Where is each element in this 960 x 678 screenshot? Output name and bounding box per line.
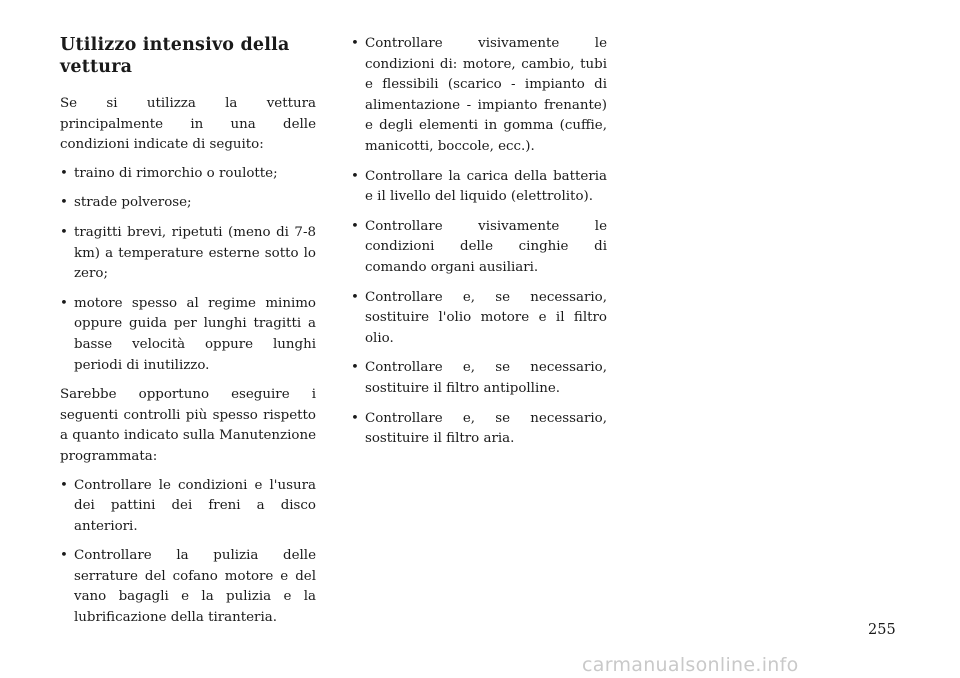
list-item-text: strade polverose;: [74, 195, 192, 211]
bullet-icon: •: [60, 295, 68, 311]
bullet-icon: •: [60, 548, 68, 564]
bullet-icon: •: [351, 289, 359, 305]
bullet-icon: •: [60, 224, 68, 240]
list-item-text: Controllare la pulizia delle serrature del cofano motore e del vano bagagli e la pulizia e la lubrificazione della tiranteria.: [74, 548, 316, 626]
list-item-text: Controllare visivamente le condizioni di: motore, cambio, tubi e flessibili (scarico - impianto di alimentazione - impianto frenante) e degli elementi in gomma (cuffie, manicotti, boccole, ecc.).: [365, 36, 607, 154]
list-item-text: Controllare e, se necessario, sostituire l'olio motore e il filtro olio.: [365, 289, 607, 346]
list-item: [351, 34, 607, 158]
list-item: [60, 164, 316, 185]
bullet-icon: •: [60, 165, 68, 181]
checks-list-left: [60, 476, 316, 629]
list-item-text: tragitti brevi, ripetuti (meno di 7-8 km) a temperature esterne sotto lo zero;: [74, 224, 316, 282]
list-item: [60, 223, 316, 285]
list-item: [60, 193, 316, 214]
list-item: [60, 294, 316, 376]
watermark: carmanualsonline.info: [582, 654, 799, 676]
checks-intro-paragraph: Sarebbe opportuno eseguire i seguenti controlli più spesso rispetto a quanto indicato sulla Manutenzione programmata:: [60, 387, 316, 464]
bullet-icon: •: [351, 218, 359, 234]
list-item-text: traino di rimorchio o roulotte;: [74, 165, 278, 181]
bullet-icon: •: [351, 36, 359, 51]
list-item-text: Controllare visivamente le condizioni delle cinghie di comando organi ausiliari.: [365, 218, 607, 275]
list-item-text: Controllare la carica della batteria e il livello del liquido (elettrolito).: [365, 168, 607, 205]
bullet-icon: •: [60, 477, 68, 493]
right-column: [351, 34, 607, 459]
list-item: [351, 167, 607, 208]
list-item: [351, 217, 607, 279]
list-item: [351, 288, 607, 350]
list-item-text: Controllare e, se necessario, sostituire il filtro aria.: [365, 410, 607, 447]
section-title: Utilizzo intensivo della vettura: [60, 35, 290, 77]
list-item-text: Controllare le condizioni e l'usura dei pattini dei freni a disco anteriori.: [74, 477, 316, 534]
intro-paragraph: Se si utilizza la vettura principalmente in una delle condizioni indicate di seguito:: [60, 96, 316, 153]
bullet-icon: •: [351, 168, 359, 184]
list-item: [60, 476, 316, 538]
checks-list-right: [351, 34, 607, 450]
list-item: [351, 409, 607, 450]
left-column: [60, 34, 316, 638]
bullet-icon: •: [351, 360, 359, 376]
conditions-list: [60, 164, 316, 376]
page-number: 255: [868, 622, 896, 638]
list-item-text: Controllare e, se necessario, sostituire il filtro antipolline.: [365, 360, 607, 396]
bullet-icon: •: [351, 410, 359, 426]
list-item-text: motore spesso al regime minimo oppure guida per lunghi tragitti a basse velocità oppure lunghi periodi di inutilizzo.: [74, 295, 316, 373]
bullet-icon: •: [60, 195, 68, 211]
list-item: [351, 358, 607, 399]
list-item: [60, 546, 316, 628]
